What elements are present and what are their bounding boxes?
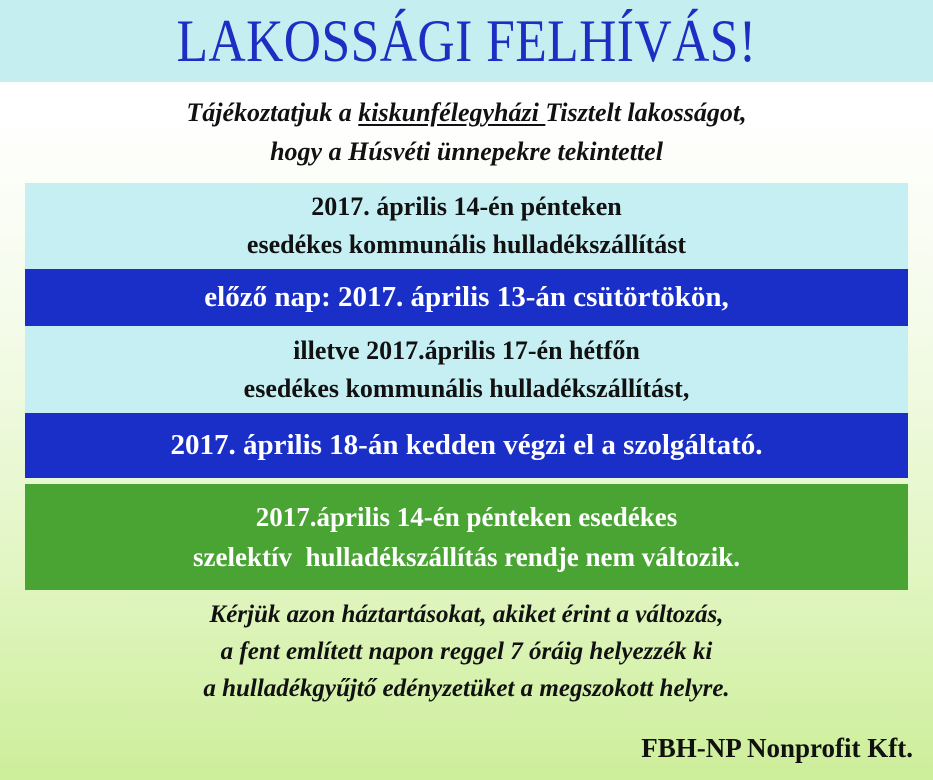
band-line: 2017. április 18-án kedden végzi el a szolgáltató. bbox=[170, 429, 763, 461]
band-new-date-2 bbox=[25, 413, 908, 478]
band-line: 2017. április 14-én pénteken bbox=[311, 192, 622, 221]
closing-line: a hulladékgyűjtő edényzetüket a megszokott helyre. bbox=[203, 675, 730, 702]
band-new-date-1 bbox=[25, 269, 908, 326]
band-original-date bbox=[25, 183, 908, 269]
band-selective-collection bbox=[25, 484, 908, 590]
intro-line-1-start: Tájékoztatjuk a bbox=[186, 98, 359, 127]
band-line: esedékes kommunális hulladékszállítást, bbox=[243, 374, 690, 403]
intro-line-2: hogy a Húsvéti ünnepekre tekintettel bbox=[270, 137, 663, 166]
closing-line: a fent említett napon reggel 7 óráig helyezzék ki bbox=[220, 638, 713, 665]
signature: FBH-NP Nonprofit Kft. bbox=[641, 733, 913, 763]
closing-line: Kérjük azon háztartásokat, akiket érint a változás, bbox=[209, 601, 724, 628]
band-line: előző nap: 2017. április 13-án csütörtökön, bbox=[204, 281, 729, 313]
band-original-date-2 bbox=[25, 326, 908, 413]
intro-city-name: kiskunfélegyházi bbox=[358, 98, 546, 127]
band-line: illetve 2017.április 17-én hétfőn bbox=[293, 336, 640, 365]
band-line: 2017.április 14-én pénteken esedékes bbox=[255, 502, 678, 532]
intro-text bbox=[0, 93, 933, 171]
intro-line-1-end: Tisztelt lakosságot, bbox=[545, 98, 747, 127]
page-title: LAKOSSÁGI FELHÍVÁS! bbox=[176, 8, 757, 74]
band-line: esedékes kommunális hulladékszállítást bbox=[246, 230, 687, 259]
closing-text bbox=[0, 596, 933, 707]
band-line: szelektív hulladékszállítás rendje nem változik. bbox=[193, 542, 740, 572]
intro-line-1 bbox=[0, 93, 933, 132]
